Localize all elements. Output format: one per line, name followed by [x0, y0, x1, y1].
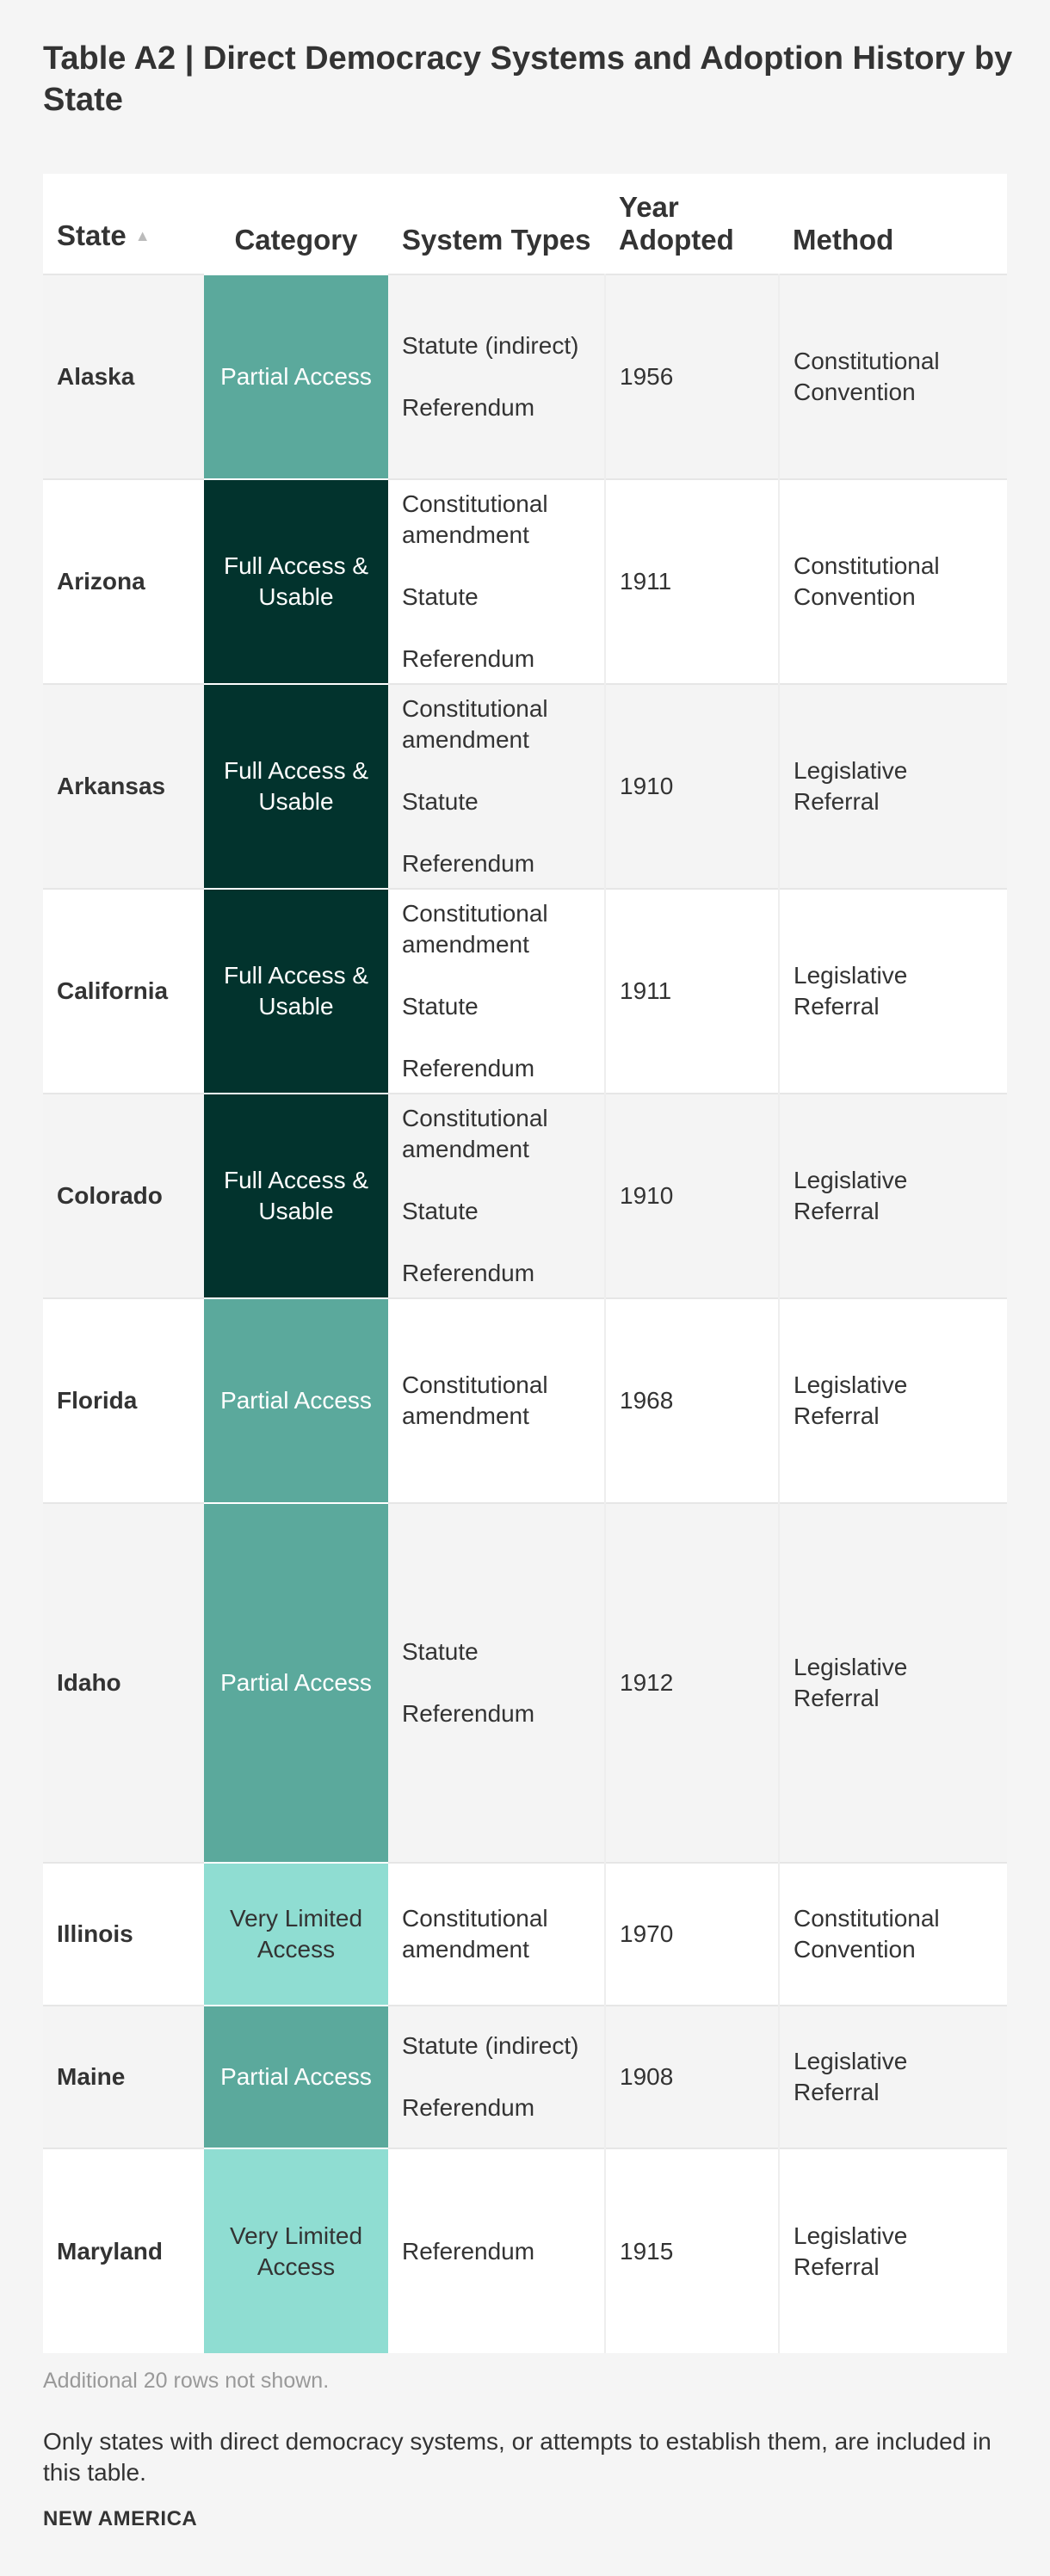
cell-state: Colorado [43, 1094, 204, 1298]
cell-system-types [388, 1298, 605, 1503]
system-type-item: Referendum [402, 850, 535, 877]
cell-method: Legislative Referral [779, 2148, 1007, 2353]
cell-state: Arizona [43, 479, 204, 684]
system-type-item: Referendum [402, 1700, 535, 1727]
cell-category: Partial Access [204, 2006, 388, 2148]
cell-state: Arkansas [43, 684, 204, 889]
cell-category: Partial Access [204, 274, 388, 479]
system-type-item: Referendum [402, 645, 535, 672]
cell-system-types [388, 684, 605, 889]
cell-category: Partial Access [204, 1298, 388, 1503]
cell-year-adopted: 1915 [605, 2148, 779, 2353]
cell-state: Maryland [43, 2148, 204, 2353]
rows-not-shown-note: Additional 20 rows not shown. [43, 2369, 330, 2393]
table-header-row [43, 174, 1007, 274]
cell-category: Full Access & Usable [204, 1094, 388, 1298]
table-row [43, 274, 1007, 479]
column-header-state-label: State [57, 219, 127, 251]
table-row [43, 2006, 1007, 2148]
system-type-item: Constitutional amendment [402, 490, 548, 548]
cell-year-adopted: 1968 [605, 1298, 779, 1503]
data-table [43, 174, 1007, 2353]
system-type-item: Constitutional amendment [402, 1905, 548, 1963]
cell-method: Legislative Referral [779, 2006, 1007, 2148]
cell-system-types [388, 1094, 605, 1298]
cell-year-adopted: 1910 [605, 1094, 779, 1298]
cell-method: Constitutional Convention [779, 479, 1007, 684]
cell-method: Legislative Referral [779, 684, 1007, 889]
column-header-category[interactable]: Category [204, 174, 388, 274]
cell-state: Illinois [43, 1863, 204, 2006]
system-type-item: Referendum [402, 1260, 535, 1286]
table-footnote: Only states with direct democracy systems, or attempts to establish them, are included in this table. [43, 2428, 991, 2486]
cell-system-types [388, 2148, 605, 2353]
table-row [43, 1094, 1007, 1298]
cell-state: Idaho [43, 1503, 204, 1863]
system-type-item: Referendum [402, 2237, 535, 2265]
cell-method: Legislative Referral [779, 1094, 1007, 1298]
system-type-item: Statute (indirect) [402, 332, 579, 359]
system-type-item: Referendum [402, 1055, 535, 1082]
system-type-item: Statute [402, 788, 479, 815]
system-type-item: Statute (indirect) [402, 2032, 579, 2059]
system-type-item: Constitutional amendment [402, 1105, 548, 1162]
table-row [43, 1298, 1007, 1503]
cell-method: Constitutional Convention [779, 1863, 1007, 2006]
cell-method: Constitutional Convention [779, 274, 1007, 479]
table-row [43, 684, 1007, 889]
cell-category: Very Limited Access [204, 1863, 388, 2006]
column-header-method[interactable]: Method [779, 174, 1007, 274]
system-type-item: Statute [402, 1638, 479, 1665]
brand-logo-text: NEW AMERICA [43, 2507, 198, 2530]
system-type-item: Constitutional amendment [402, 695, 548, 753]
cell-category: Very Limited Access [204, 2148, 388, 2353]
column-header-state[interactable] [43, 174, 204, 274]
cell-state: Alaska [43, 274, 204, 479]
cell-method: Legislative Referral [779, 1503, 1007, 1863]
system-type-item: Constitutional amendment [402, 1371, 548, 1429]
cell-year-adopted: 1908 [605, 2006, 779, 2148]
cell-method: Legislative Referral [779, 1298, 1007, 1503]
cell-system-types [388, 1503, 605, 1863]
system-type-item: Referendum [402, 2094, 535, 2121]
sort-ascending-icon[interactable]: ▲ [134, 227, 151, 244]
table-row [43, 1503, 1007, 1863]
cell-system-types [388, 889, 605, 1094]
cell-system-types [388, 274, 605, 479]
table-row [43, 479, 1007, 684]
cell-category: Partial Access [204, 1503, 388, 1863]
table-row [43, 889, 1007, 1094]
cell-state: Florida [43, 1298, 204, 1503]
cell-category: Full Access & Usable [204, 889, 388, 1094]
cell-year-adopted: 1911 [605, 889, 779, 1094]
system-type-item: Referendum [402, 394, 535, 421]
system-type-item: Constitutional amendment [402, 900, 548, 958]
cell-state: Maine [43, 2006, 204, 2148]
system-type-item: Statute [402, 993, 479, 1020]
column-header-year-adopted[interactable]: Year Adopted [605, 174, 779, 274]
cell-system-types [388, 2006, 605, 2148]
system-type-item: Statute [402, 583, 479, 610]
cell-category: Full Access & Usable [204, 684, 388, 889]
table-row [43, 2148, 1007, 2353]
system-type-item: Statute [402, 1198, 479, 1224]
table-row [43, 1863, 1007, 2006]
cell-system-types [388, 1863, 605, 2006]
cell-method: Legislative Referral [779, 889, 1007, 1094]
cell-year-adopted: 1912 [605, 1503, 779, 1863]
cell-category: Full Access & Usable [204, 479, 388, 684]
cell-year-adopted: 1956 [605, 274, 779, 479]
cell-year-adopted: 1970 [605, 1863, 779, 2006]
cell-state: California [43, 889, 204, 1094]
cell-year-adopted: 1911 [605, 479, 779, 684]
cell-system-types [388, 479, 605, 684]
column-header-system-types[interactable]: System Types [388, 174, 605, 274]
cell-year-adopted: 1910 [605, 684, 779, 889]
table-title: Table A2 | Direct Democracy Systems and Adoption History by State [43, 40, 1013, 118]
